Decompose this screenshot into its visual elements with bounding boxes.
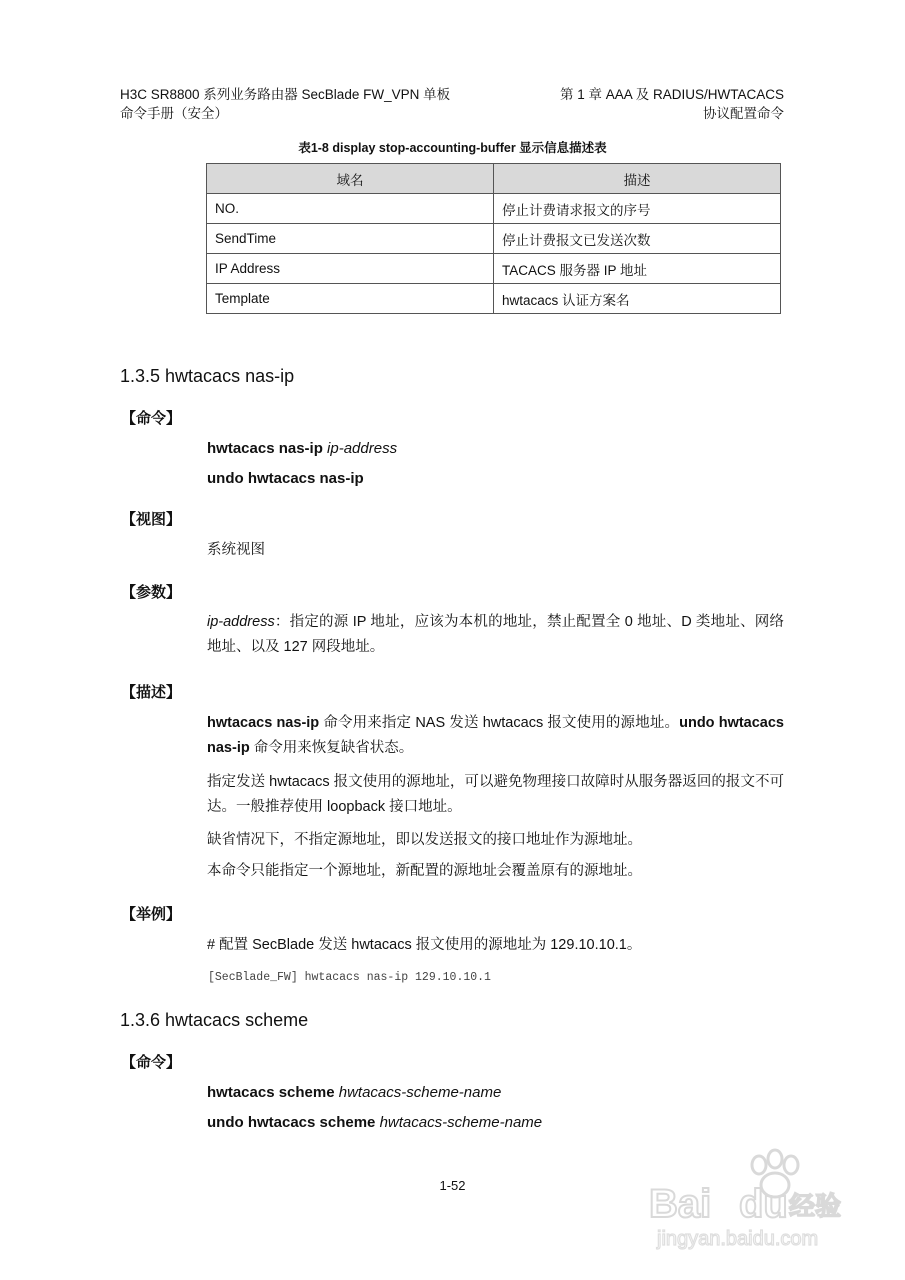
table-header-description: 描述 (494, 164, 781, 194)
command-keyword: hwtacacs nas-ip (207, 715, 320, 731)
section-title-nas-ip: 1.3.5 hwtacacs nas-ip (120, 366, 295, 386)
description-paragraph: 指定发送 hwtacacs 报文使用的源地址，可以避免物理接口故障时从服务器返回的报文不可达。一般推荐使用 loopback 接口地址。 (207, 774, 784, 815)
parameter-heading: 【参数】 (121, 584, 182, 601)
display-info-table (206, 163, 781, 314)
example-text: # 配置 SecBlade 发送 hwtacacs 报文使用的源地址为 129.10.10.1。 (207, 937, 642, 953)
svg-text:经验: 经验 (789, 1192, 842, 1222)
header-doc-title: H3C SR8800 系列业务路由器 SecBlade FW_VPN 单板 (120, 87, 451, 102)
table-caption: 表1-8 display stop-accounting-buffer 显示信息描述表 (298, 141, 607, 155)
section-title-scheme: 1.3.6 hwtacacs scheme (120, 1010, 309, 1030)
table-row (207, 254, 781, 284)
table-row (207, 194, 781, 224)
header-chapter-title: 第 1 章 AAA 及 RADIUS/HWTACACS (559, 87, 784, 102)
command-syntax (207, 440, 397, 457)
description-text: 命令用来指定 NAS 发送 hwtacacs 报文使用的源地址。 (319, 715, 680, 731)
description-paragraph: 本命令只能指定一个源地址，新配置的源地址会覆盖原有的源地址。 (207, 863, 642, 879)
view-heading: 【视图】 (121, 511, 182, 528)
command-heading: 【命令】 (121, 410, 182, 427)
baidu-jingyan-watermark-logo (647, 1145, 847, 1255)
table-header-field: 域名 (207, 164, 494, 194)
view-text: 系统视图 (207, 542, 265, 558)
command-keyword: undo hwtacacs nas-ip (207, 470, 364, 487)
command-keyword: undo hwtacacs nas-ip (207, 715, 784, 756)
command-argument: hwtacacs-scheme-name (379, 1114, 543, 1131)
command-syntax (207, 1084, 501, 1101)
command-keyword: hwtacacs nas-ip (207, 440, 328, 457)
page-header-right (560, 85, 784, 123)
header-chapter-subtitle: 协议配置命令 (703, 106, 784, 121)
description-text: 命令用来恢复缺省状态。 (249, 740, 414, 756)
svg-text:du: du (739, 1182, 788, 1226)
parameter-description (207, 610, 784, 660)
table-row (207, 224, 781, 254)
table-cell-field: Template (207, 284, 494, 314)
undo-command-syntax (207, 1114, 542, 1131)
undo-command-syntax (207, 470, 364, 487)
description-paragraph: 缺省情况下，不指定源地址，即以发送报文的接口地址作为源地址。 (207, 832, 642, 848)
parameter-name: ip-address (207, 614, 275, 630)
svg-text:jingyan.baidu.com: jingyan.baidu.com (657, 1228, 819, 1250)
page-number: 1-52 (439, 1178, 466, 1193)
table-header-row (207, 164, 781, 194)
table-cell-field: SendTime (207, 224, 494, 254)
table-row (207, 284, 781, 314)
page-header-left (120, 85, 450, 123)
command-keyword: undo hwtacacs scheme (207, 1114, 380, 1131)
description-heading: 【描述】 (121, 684, 182, 701)
example-code: [SecBlade_FW] hwtacacs nas-ip 129.10.10.1 (208, 971, 491, 984)
table-cell-description: TACACS 服务器 IP 地址 (494, 254, 781, 284)
parameter-text: ：指定的源 IP 地址，应该为本机的地址，禁止配置全 0 地址、D 类地址、网络地址、以及 127 网段地址。 (207, 614, 784, 655)
command-keyword: hwtacacs scheme (207, 1084, 339, 1101)
description-paragraph (207, 711, 784, 761)
command-argument: ip-address (327, 440, 398, 457)
table-cell-field: IP Address (207, 254, 494, 284)
table-cell-description: 停止计费请求报文的序号 (494, 194, 781, 224)
table-cell-field: NO. (207, 194, 494, 224)
command-heading: 【命令】 (121, 1054, 182, 1071)
table-cell-description: hwtacacs 认证方案名 (494, 284, 781, 314)
table-cell-description: 停止计费报文已发送次数 (494, 224, 781, 254)
svg-text:Bai: Bai (649, 1182, 712, 1226)
example-heading: 【举例】 (121, 906, 182, 923)
command-argument: hwtacacs-scheme-name (338, 1084, 502, 1101)
header-doc-subtitle: 命令手册（安全） (120, 106, 228, 121)
